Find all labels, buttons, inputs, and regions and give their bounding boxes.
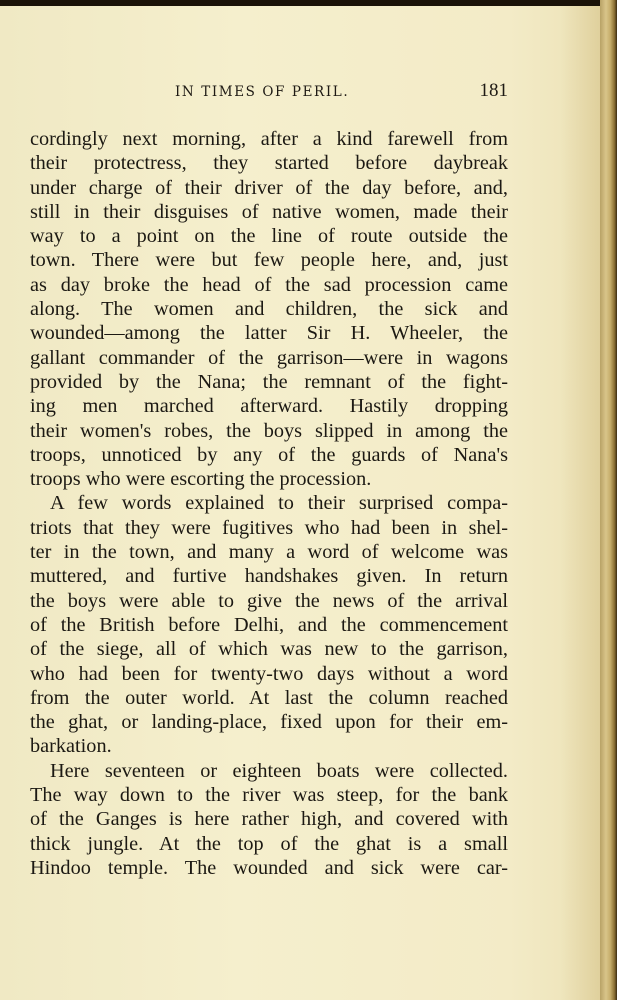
paragraph-first-line: A few words explained to their surprised compa- (50, 492, 508, 515)
text-line: who had been for twenty-two days without a word (30, 662, 508, 685)
page-number: 181 (479, 80, 508, 101)
paragraph-first-line: Here seventeen or eighteen boats were collected. (50, 759, 508, 782)
text-line: from the outer world. At last the column reached (30, 686, 508, 709)
text-line: troops, unnoticed by any of the guards of Nana's (30, 443, 508, 466)
text-line: ing men marched afterward. Hastily dropping (30, 395, 508, 418)
text-line: of the siege, all of which was new to the garrison, (30, 638, 508, 661)
text-line: their protectress, they started before daybreak (30, 152, 508, 175)
text-line: along. The women and children, the sick and (30, 298, 508, 321)
text-line: way to a point on the line of route outside the (30, 225, 508, 248)
text-line: still in their disguises of native women, made their (30, 200, 508, 223)
body-text (30, 127, 508, 880)
text-line: of the British before Delhi, and the commencement (30, 613, 508, 636)
text-line: cordingly next morning, after a kind farewell from (30, 128, 508, 150)
text-line: the ghat, or landing-place, fixed upon for their em- (30, 711, 508, 734)
text-line: ter in the town, and many a word of welcome was (30, 541, 508, 564)
text-line: under charge of their driver of the day before, and, (30, 176, 508, 199)
text-line: troops who were escorting the procession. (30, 468, 372, 491)
text-line: the boys were able to give the news of the arrival (30, 589, 508, 612)
text-line: of the Ganges is here rather high, and covered with (30, 808, 508, 831)
page-header (30, 78, 510, 108)
book-page (0, 6, 600, 1000)
text-line: Hindoo temple. The wounded and sick were car- (30, 856, 508, 879)
text-line: triots that they were fugitives who had been in shel- (30, 516, 508, 539)
text-line: town. There were but few people here, and, just (30, 249, 508, 272)
text-line: wounded—among the latter Sir H. Wheeler, the (30, 322, 508, 345)
text-line: thick jungle. At the top of the ghat is a small (30, 832, 508, 855)
text-line: barkation. (30, 735, 112, 758)
text-line: provided by the Nana; the remnant of the fight- (30, 370, 508, 393)
text-line: gallant commander of the garrison—were in wagons (30, 346, 508, 369)
text-line: muttered, and furtive handshakes given. In return (30, 565, 508, 588)
book-edge (600, 0, 617, 1000)
page-edge-stain (560, 6, 600, 1000)
text-line: The way down to the river was steep, for the bank (30, 784, 508, 807)
text-line: their women's robes, the boys slipped in among the (30, 419, 508, 442)
text-line: as day broke the head of the sad procession came (30, 273, 508, 296)
running-head: IN TIMES OF PERIL. (175, 84, 350, 100)
